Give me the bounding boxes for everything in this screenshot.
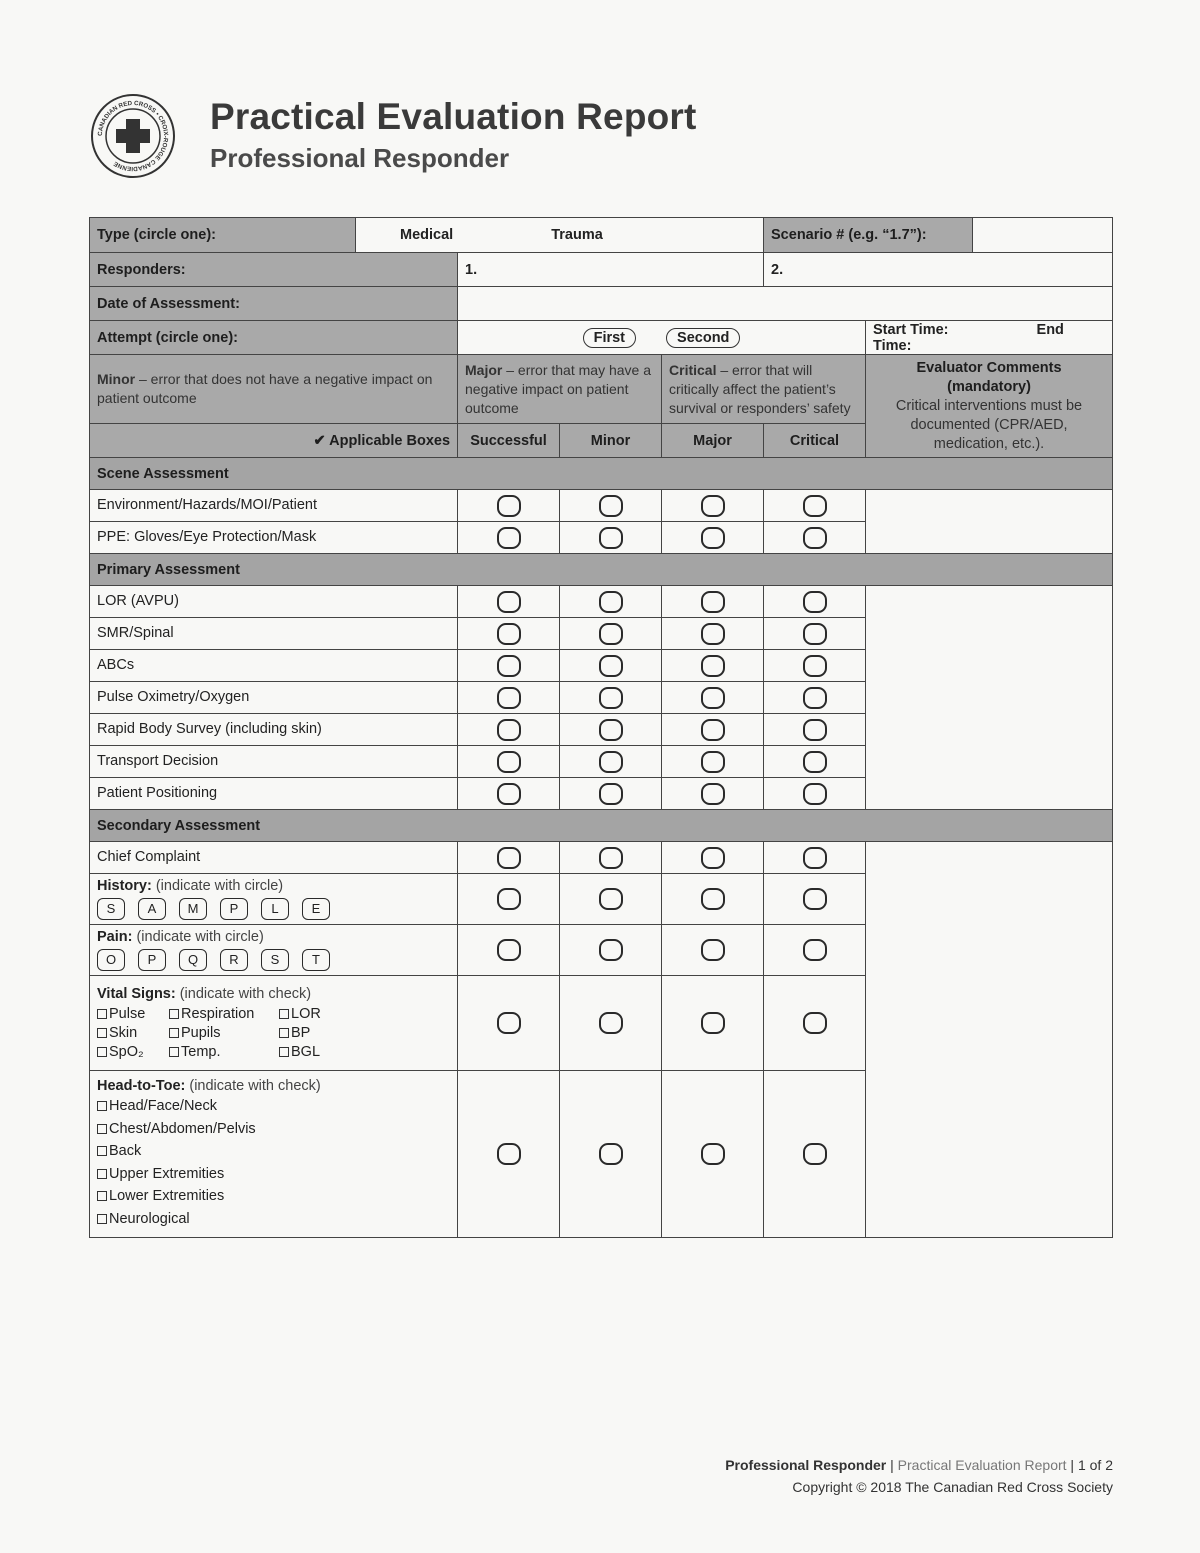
col-major: Major bbox=[662, 424, 764, 458]
head-item[interactable]: Neurological bbox=[97, 1208, 450, 1231]
circle-icon[interactable] bbox=[701, 888, 725, 910]
circle-icon[interactable] bbox=[803, 847, 827, 869]
circle-icon[interactable] bbox=[701, 783, 725, 805]
col-minor: Minor bbox=[560, 424, 662, 458]
footer-copyright: Copyright © 2018 The Canadian Red Cross Society bbox=[792, 1479, 1113, 1495]
circle-icon[interactable] bbox=[599, 783, 623, 805]
head-item[interactable]: Back bbox=[97, 1140, 450, 1163]
item-label: Transport Decision bbox=[90, 746, 458, 778]
vital-lor[interactable]: LOR bbox=[279, 1006, 359, 1022]
attempt-label: Attempt (circle one): bbox=[90, 321, 458, 355]
history-letter[interactable]: L bbox=[261, 898, 289, 920]
scenario-input[interactable] bbox=[973, 218, 1112, 252]
red-cross-logo bbox=[90, 93, 176, 179]
pain-letter[interactable]: T bbox=[302, 949, 330, 971]
circle-icon[interactable] bbox=[803, 655, 827, 677]
circle-icon[interactable] bbox=[803, 751, 827, 773]
item-label: Pulse Oximetry/Oxygen bbox=[90, 682, 458, 714]
col-critical: Critical bbox=[764, 424, 866, 458]
circle-icon[interactable] bbox=[497, 719, 521, 741]
vital-spo2[interactable]: SpO₂ bbox=[97, 1044, 169, 1060]
successful-checkbox[interactable] bbox=[458, 714, 560, 746]
circle-icon[interactable] bbox=[497, 495, 521, 517]
critical-checkbox[interactable] bbox=[764, 778, 866, 810]
circle-icon[interactable] bbox=[803, 687, 827, 709]
head-to-toe-cell: Head-to-Toe: (indicate with check) Head/Face/Neck Chest/Abdomen/Pelvis Back Upper Extremities Lower Extremities Neurological bbox=[90, 1071, 458, 1238]
history-letter[interactable]: S bbox=[97, 898, 125, 920]
critical-checkbox[interactable] bbox=[764, 976, 866, 1071]
minor-checkbox[interactable] bbox=[560, 586, 662, 618]
item-label: Patient Positioning bbox=[90, 778, 458, 810]
vital-signs-cell: Vital Signs: (indicate with check) Pulse Respiration LOR Skin Pupils BP SpO₂ Temp. BGL bbox=[90, 976, 458, 1071]
circle-icon[interactable] bbox=[701, 751, 725, 773]
history-cell: History: (indicate with circle) S A M P L E bbox=[90, 874, 458, 925]
comments-header: Evaluator Comments (mandatory) Critical interventions must be documented (CPR/AED, medication, etc.). bbox=[866, 355, 1113, 458]
circle-icon[interactable] bbox=[803, 591, 827, 613]
circle-icon[interactable] bbox=[701, 719, 725, 741]
attempt-second[interactable]: Second bbox=[666, 328, 740, 348]
circle-icon[interactable] bbox=[599, 687, 623, 709]
circle-icon[interactable] bbox=[497, 1012, 521, 1034]
circle-icon[interactable] bbox=[599, 527, 623, 549]
circle-icon[interactable] bbox=[701, 939, 725, 961]
minor-checkbox[interactable] bbox=[560, 874, 662, 925]
history-letter[interactable]: A bbox=[138, 898, 166, 920]
type-options[interactable] bbox=[356, 218, 764, 253]
page-subtitle: Professional Responder bbox=[210, 143, 510, 173]
critical-checkbox[interactable] bbox=[764, 650, 866, 682]
circle-icon[interactable] bbox=[701, 847, 725, 869]
scenario-label: Scenario # (e.g. “1.7”): bbox=[764, 218, 973, 252]
pain-letter[interactable]: S bbox=[261, 949, 289, 971]
successful-checkbox[interactable] bbox=[458, 746, 560, 778]
start-time-label: Start Time: bbox=[873, 321, 949, 338]
circle-icon[interactable] bbox=[497, 623, 521, 645]
pain-letter[interactable]: Q bbox=[179, 949, 207, 971]
successful-checkbox[interactable] bbox=[458, 650, 560, 682]
svg-text:CANADIAN RED CROSS • CROIX-ROU: CANADIAN RED CROSS • CROIX-ROUGE CANADIENNE bbox=[96, 99, 170, 173]
circle-icon[interactable] bbox=[599, 1012, 623, 1034]
major-checkbox[interactable] bbox=[662, 746, 764, 778]
successful-checkbox[interactable] bbox=[458, 522, 560, 554]
minor-checkbox[interactable] bbox=[560, 682, 662, 714]
circle-icon[interactable] bbox=[599, 1143, 623, 1165]
major-checkbox[interactable] bbox=[662, 714, 764, 746]
primary-comments[interactable] bbox=[866, 586, 1113, 810]
history-letter[interactable]: E bbox=[302, 898, 330, 920]
successful-checkbox[interactable] bbox=[458, 586, 560, 618]
major-checkbox[interactable] bbox=[662, 586, 764, 618]
minor-checkbox[interactable] bbox=[560, 490, 662, 522]
circle-icon[interactable] bbox=[701, 495, 725, 517]
circle-icon[interactable] bbox=[803, 527, 827, 549]
minor-checkbox[interactable] bbox=[560, 618, 662, 650]
minor-checkbox[interactable] bbox=[560, 1071, 662, 1238]
type-option-trauma[interactable]: Trauma bbox=[551, 227, 603, 243]
vital-temp[interactable]: Temp. bbox=[169, 1044, 279, 1060]
successful-checkbox[interactable] bbox=[458, 842, 560, 874]
footer-page: 1 of 2 bbox=[1077, 1457, 1113, 1473]
history-letter[interactable]: M bbox=[179, 898, 207, 920]
date-label: Date of Assessment: bbox=[90, 287, 458, 321]
circle-icon[interactable] bbox=[497, 783, 521, 805]
circle-icon[interactable] bbox=[599, 655, 623, 677]
circle-icon[interactable] bbox=[497, 939, 521, 961]
circle-icon[interactable] bbox=[803, 888, 827, 910]
circle-icon[interactable] bbox=[599, 888, 623, 910]
minor-checkbox[interactable] bbox=[560, 650, 662, 682]
vital-pupils[interactable]: Pupils bbox=[169, 1025, 279, 1041]
critical-checkbox[interactable] bbox=[764, 746, 866, 778]
end-time-label: End Time: bbox=[873, 321, 1064, 354]
vital-bp[interactable]: BP bbox=[279, 1025, 359, 1041]
pain-letter[interactable]: R bbox=[220, 949, 248, 971]
item-label: Rapid Body Survey (including skin) bbox=[90, 714, 458, 746]
successful-checkbox[interactable] bbox=[458, 778, 560, 810]
head-item[interactable]: Lower Extremities bbox=[97, 1185, 450, 1208]
critical-checkbox[interactable] bbox=[764, 618, 866, 650]
item-label: SMR/Spinal bbox=[90, 618, 458, 650]
successful-checkbox[interactable] bbox=[458, 976, 560, 1071]
responder-2-field[interactable]: 2. bbox=[764, 253, 1113, 287]
circle-icon[interactable] bbox=[599, 751, 623, 773]
critical-checkbox[interactable] bbox=[764, 586, 866, 618]
circle-icon[interactable] bbox=[497, 847, 521, 869]
section-primary-title: Primary Assessment bbox=[90, 554, 1113, 586]
critical-checkbox[interactable] bbox=[764, 682, 866, 714]
circle-icon[interactable] bbox=[497, 1143, 521, 1165]
major-checkbox[interactable] bbox=[662, 1071, 764, 1238]
critical-checkbox[interactable] bbox=[764, 874, 866, 925]
minor-checkbox[interactable] bbox=[560, 522, 662, 554]
major-checkbox[interactable] bbox=[662, 522, 764, 554]
scene-comments[interactable] bbox=[866, 490, 1113, 554]
minor-checkbox[interactable] bbox=[560, 976, 662, 1071]
minor-checkbox[interactable] bbox=[560, 714, 662, 746]
item-label: Chief Complaint bbox=[90, 842, 458, 874]
circle-icon[interactable] bbox=[803, 719, 827, 741]
item-label: LOR (AVPU) bbox=[90, 586, 458, 618]
item-label: Environment/Hazards/MOI/Patient bbox=[90, 490, 458, 522]
minor-checkbox[interactable] bbox=[560, 842, 662, 874]
vital-skin[interactable]: Skin bbox=[97, 1025, 169, 1041]
minor-checkbox[interactable] bbox=[560, 778, 662, 810]
circle-icon[interactable] bbox=[497, 591, 521, 613]
successful-checkbox[interactable] bbox=[458, 618, 560, 650]
item-label: ABCs bbox=[90, 650, 458, 682]
circle-icon[interactable] bbox=[701, 527, 725, 549]
circle-icon[interactable] bbox=[497, 687, 521, 709]
page-title: Practical Evaluation Report bbox=[210, 96, 697, 137]
pain-cell: Pain: (indicate with circle) O P Q R S T bbox=[90, 925, 458, 976]
circle-icon[interactable] bbox=[599, 591, 623, 613]
critical-checkbox[interactable] bbox=[764, 490, 866, 522]
type-label: Type (circle one): bbox=[90, 218, 356, 253]
circle-icon[interactable] bbox=[599, 939, 623, 961]
item-label: PPE: Gloves/Eye Protection/Mask bbox=[90, 522, 458, 554]
applicable-boxes-label: ✔ Applicable Boxes bbox=[90, 424, 458, 458]
major-checkbox[interactable] bbox=[662, 618, 764, 650]
major-checkbox[interactable] bbox=[662, 976, 764, 1071]
circle-icon[interactable] bbox=[701, 687, 725, 709]
critical-checkbox[interactable] bbox=[764, 1071, 866, 1238]
history-letter[interactable]: P bbox=[220, 898, 248, 920]
major-checkbox[interactable] bbox=[662, 490, 764, 522]
major-checkbox[interactable] bbox=[662, 778, 764, 810]
circle-icon[interactable] bbox=[599, 847, 623, 869]
section-scene-title: Scene Assessment bbox=[90, 458, 1113, 490]
major-checkbox[interactable] bbox=[662, 874, 764, 925]
circle-icon[interactable] bbox=[803, 783, 827, 805]
major-checkbox[interactable] bbox=[662, 925, 764, 976]
attempt-first[interactable]: First bbox=[583, 328, 636, 348]
circle-icon[interactable] bbox=[701, 1012, 725, 1034]
scenario-cell bbox=[764, 218, 1113, 253]
time-cell[interactable] bbox=[866, 321, 1113, 355]
date-field[interactable] bbox=[458, 287, 1113, 321]
circle-icon[interactable] bbox=[701, 1143, 725, 1165]
vital-bgl[interactable]: BGL bbox=[279, 1044, 359, 1060]
critical-checkbox[interactable] bbox=[764, 842, 866, 874]
major-checkbox[interactable] bbox=[662, 650, 764, 682]
successful-checkbox[interactable] bbox=[458, 925, 560, 976]
circle-icon[interactable] bbox=[497, 888, 521, 910]
circle-icon[interactable] bbox=[701, 591, 725, 613]
major-checkbox[interactable] bbox=[662, 682, 764, 714]
footer-report: Practical Evaluation Report bbox=[897, 1457, 1067, 1473]
minor-checkbox[interactable] bbox=[560, 925, 662, 976]
circle-icon[interactable] bbox=[497, 527, 521, 549]
col-successful: Successful bbox=[458, 424, 560, 458]
circle-icon[interactable] bbox=[701, 623, 725, 645]
footer-doc: Professional Responder bbox=[725, 1457, 887, 1473]
vital-respiration[interactable]: Respiration bbox=[169, 1006, 279, 1022]
circle-icon[interactable] bbox=[599, 623, 623, 645]
circle-icon[interactable] bbox=[599, 495, 623, 517]
circle-icon[interactable] bbox=[803, 939, 827, 961]
legend-major: Major – error that may have a negative impact on patient outcome bbox=[458, 355, 662, 424]
circle-icon[interactable] bbox=[803, 1143, 827, 1165]
page-footer: Professional Responder | Practical Evaluation Report | 1 of 2 Copyright © 2018 The Canadian Red Cross Society bbox=[725, 1454, 1113, 1498]
circle-icon[interactable] bbox=[497, 655, 521, 677]
successful-checkbox[interactable] bbox=[458, 874, 560, 925]
legend-critical: Critical – error that will critically affect the patient’s survival or responders’ safety bbox=[662, 355, 866, 424]
critical-checkbox[interactable] bbox=[764, 925, 866, 976]
evaluation-form bbox=[89, 217, 1113, 1238]
successful-checkbox[interactable] bbox=[458, 490, 560, 522]
major-checkbox[interactable] bbox=[662, 842, 764, 874]
circle-icon[interactable] bbox=[803, 1012, 827, 1034]
responder-1-field[interactable]: 1. bbox=[458, 253, 764, 287]
pain-letter[interactable]: P bbox=[138, 949, 166, 971]
secondary-comments[interactable] bbox=[866, 842, 1113, 1238]
successful-checkbox[interactable] bbox=[458, 1071, 560, 1238]
critical-checkbox[interactable] bbox=[764, 714, 866, 746]
circle-icon[interactable] bbox=[803, 495, 827, 517]
section-secondary-title: Secondary Assessment bbox=[90, 810, 1113, 842]
vital-pulse[interactable]: Pulse bbox=[97, 1006, 169, 1022]
type-option-medical[interactable]: Medical bbox=[400, 227, 454, 243]
responders-label: Responders: bbox=[90, 253, 458, 287]
head-item[interactable]: Chest/Abdomen/Pelvis bbox=[97, 1118, 450, 1141]
circle-icon[interactable] bbox=[803, 623, 827, 645]
circle-icon[interactable] bbox=[497, 751, 521, 773]
circle-icon[interactable] bbox=[701, 655, 725, 677]
successful-checkbox[interactable] bbox=[458, 682, 560, 714]
critical-checkbox[interactable] bbox=[764, 522, 866, 554]
pain-letter[interactable]: O bbox=[97, 949, 125, 971]
attempt-options bbox=[458, 321, 866, 355]
head-item[interactable]: Upper Extremities bbox=[97, 1163, 450, 1186]
head-item[interactable]: Head/Face/Neck bbox=[97, 1095, 450, 1118]
circle-icon[interactable] bbox=[599, 719, 623, 741]
legend-minor: Minor – error that does not have a negative impact on patient outcome bbox=[90, 355, 458, 424]
minor-checkbox[interactable] bbox=[560, 746, 662, 778]
